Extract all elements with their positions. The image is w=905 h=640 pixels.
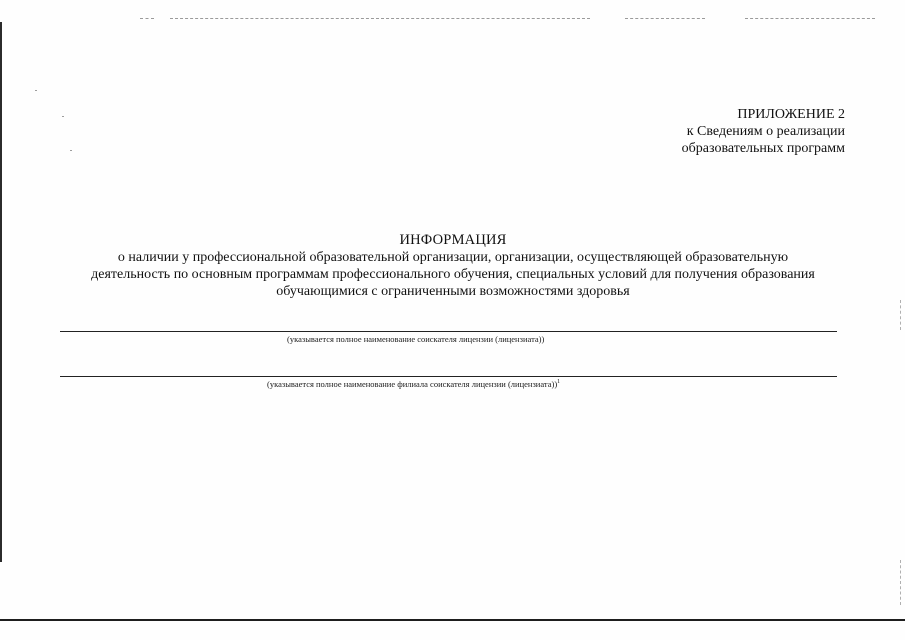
subtitle-line: о наличии у профессиональной образовательной организации, организации, осуществляющей образовательную: [117, 250, 789, 265]
footnote-marker: 1: [557, 379, 561, 385]
scan-artifact-dash: [900, 300, 901, 330]
licensee-name-line[interactable]: [60, 331, 837, 332]
scan-artifact-dash: [745, 18, 875, 19]
scan-bottom-edge: [0, 619, 905, 621]
scan-artifact-dash: [140, 18, 154, 19]
caption-text: (указывается полное наименование филиала соискателя лицензии (лицензиата)): [267, 379, 558, 389]
branch-name-caption: [267, 379, 560, 389]
subtitle-line: деятельность по основным программам профессионального обучения, специальных условий для получения образования: [91, 267, 815, 282]
scan-artifact-dash: [625, 18, 705, 19]
appendix-reference: к Сведениям о реализации: [686, 124, 845, 139]
branch-name-line[interactable]: [60, 376, 837, 377]
appendix-block: [600, 106, 845, 157]
licensee-name-caption: [287, 334, 544, 344]
scan-artifact-dot: [70, 150, 72, 151]
subtitle-line: обучающимися с ограниченными возможностями здоровья: [276, 284, 630, 299]
scan-left-edge: [0, 22, 2, 562]
caption-text: (указывается полное наименование соискателя лицензии (лицензиата)): [287, 334, 545, 344]
scan-artifact-dash: [900, 560, 901, 605]
scan-artifact-dot: [62, 116, 64, 117]
document-title: ИНФОРМАЦИЯ: [399, 232, 507, 248]
appendix-number: ПРИЛОЖЕНИЕ 2: [737, 107, 845, 122]
scan-artifact-dot: [35, 90, 37, 91]
document-heading: [40, 232, 866, 300]
scan-artifact-dash: [170, 18, 590, 19]
document-subtitle: [40, 249, 866, 300]
appendix-reference-cont: образовательных программ: [681, 141, 845, 156]
